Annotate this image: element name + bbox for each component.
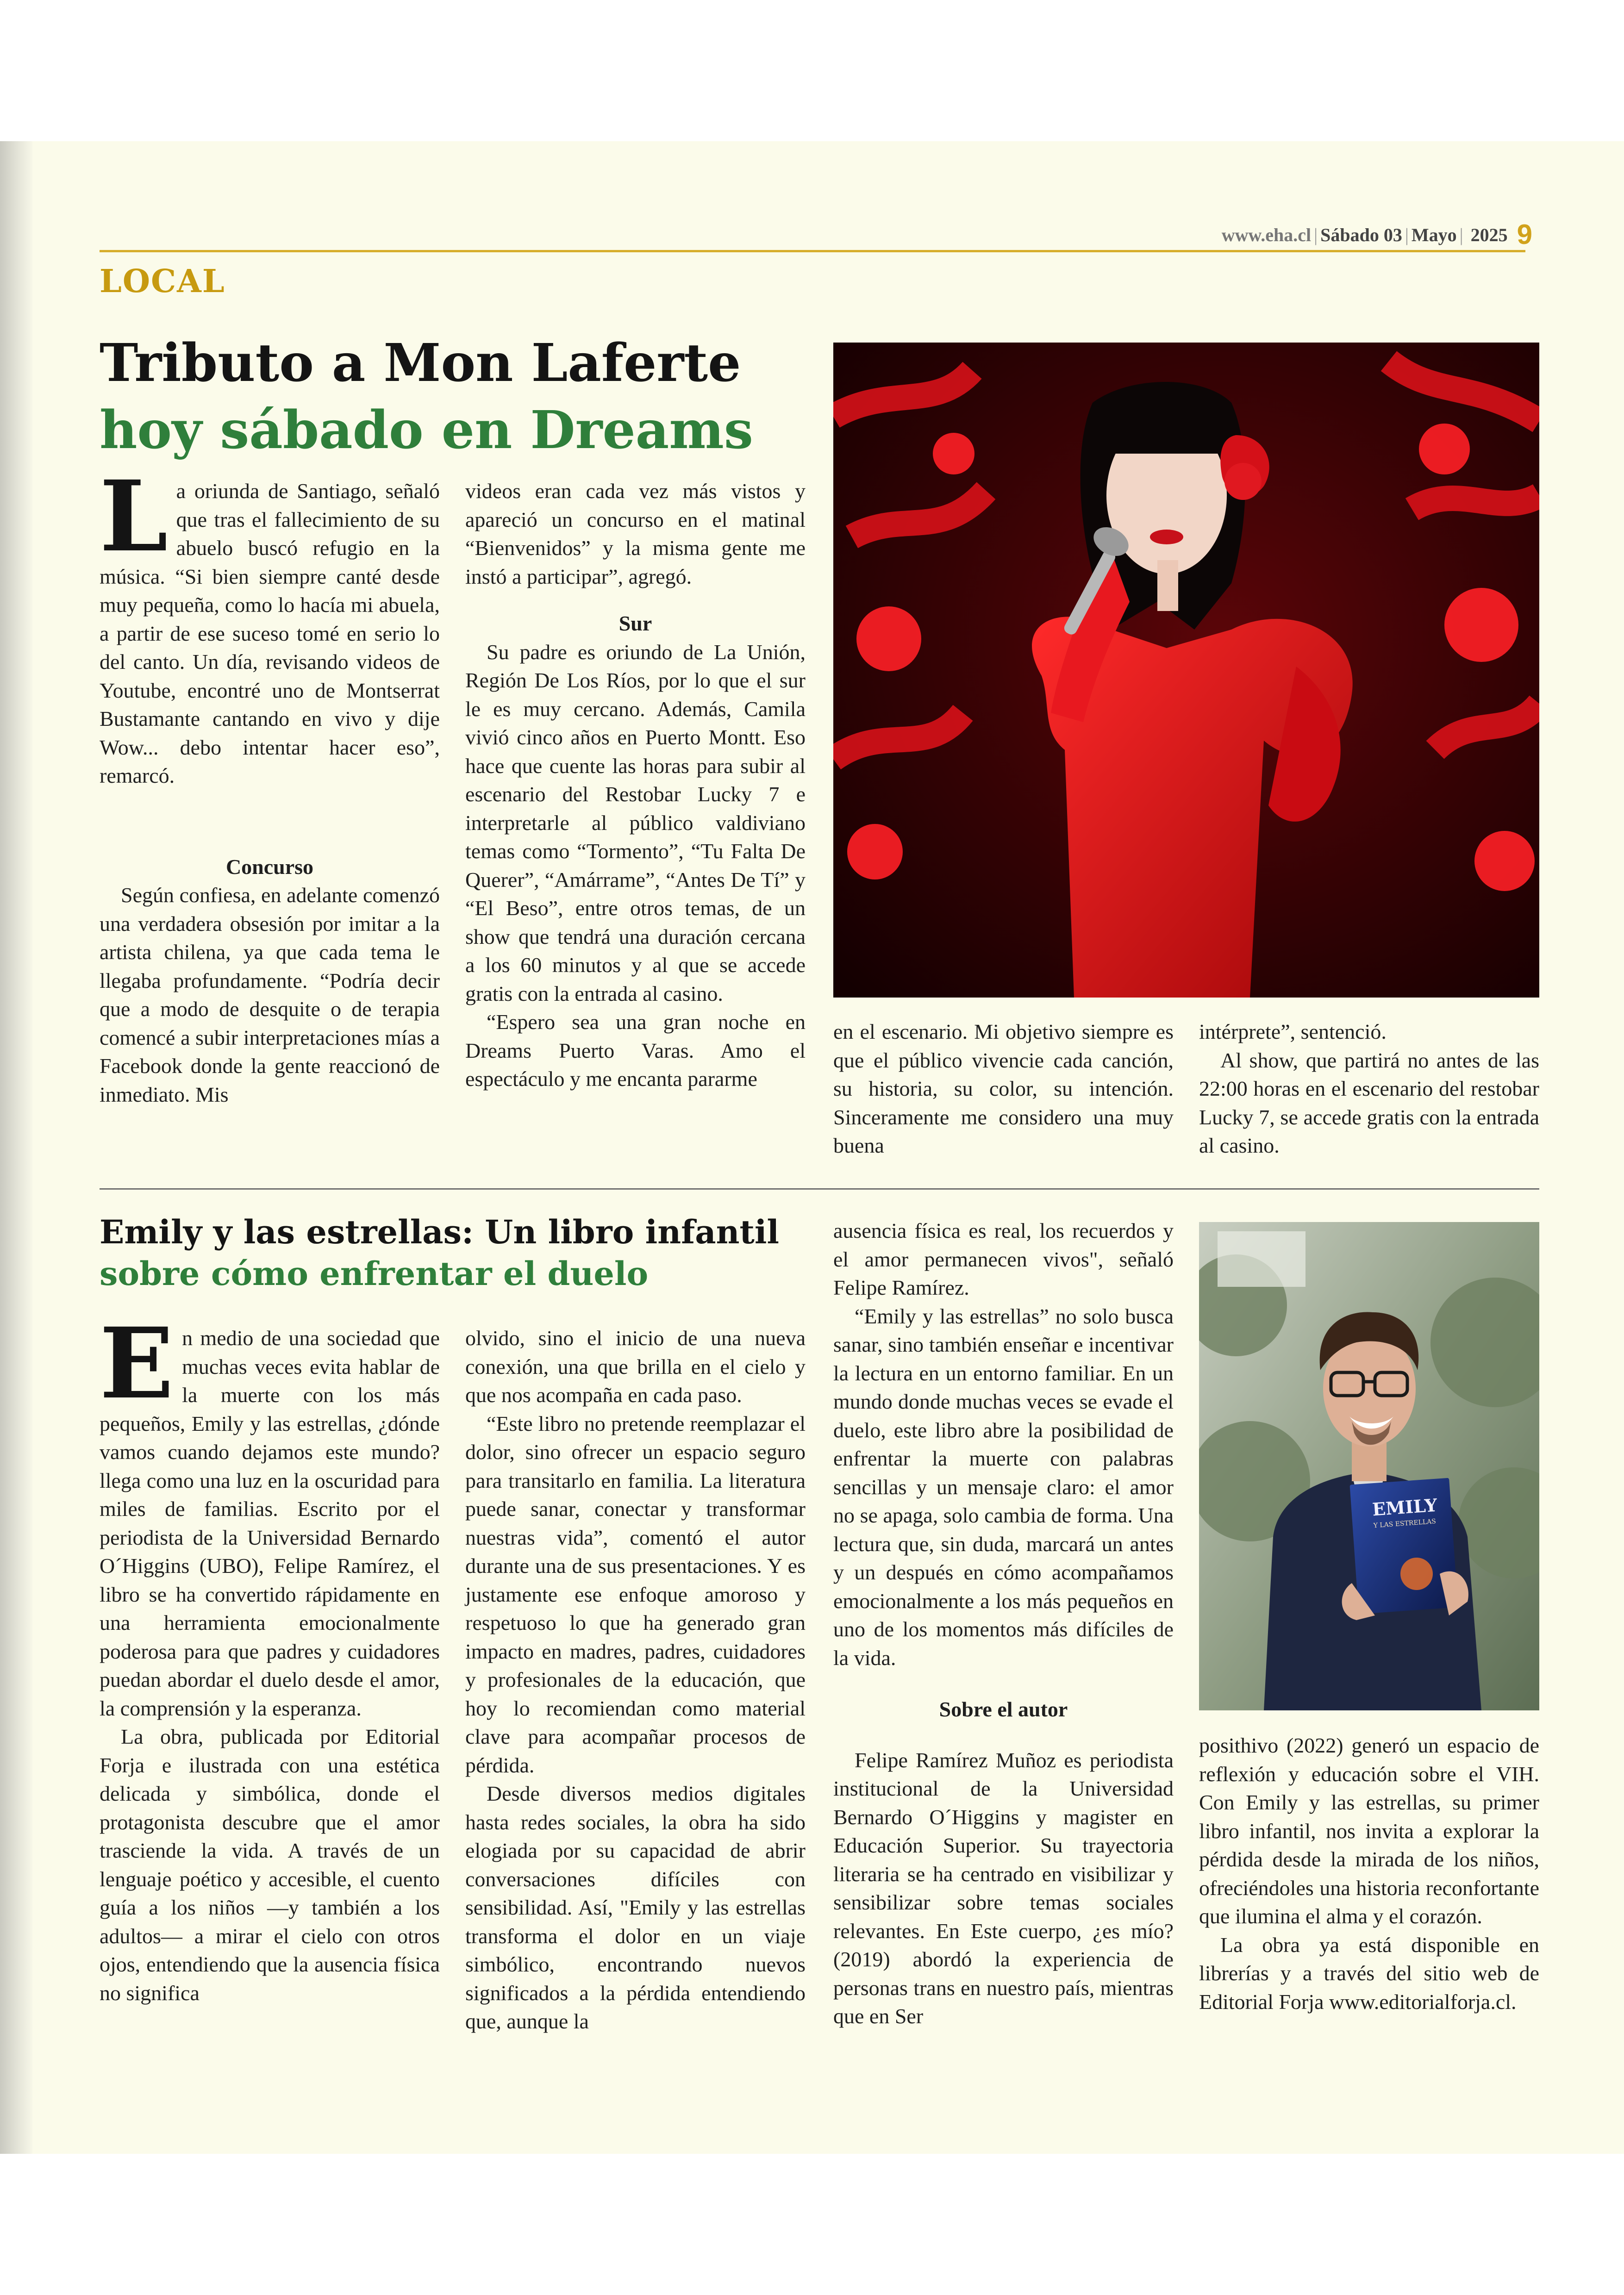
article1-paragraph: videos eran cada vez más vistos y apareció un concurso en el matinal “Bienvenidos” y la misma gente me instó a participar”, agregó. <box>465 479 806 588</box>
header-year: 2025 <box>1470 225 1508 245</box>
article2-paragraph: La obra, publicada por Editorial Forja e ilustrada con una estética delicada y simbólica, donde el protagonista descubre que el amor trasciende la vida. A través de un lenguaje poético y accesible, el cuento guía a los niños —y también a los adultos— a mirar el cielo con otros ojos, entendiendo que la ausencia física no significa <box>100 1725 440 2005</box>
article1-column-4 <box>1199 1017 1539 1160</box>
header-url: www.eha.cl <box>1221 225 1312 245</box>
article2-paragraph: olvido, sino el inicio de una nueva conexión, una que brilla en el cielo y que nos acompaña en cada paso. <box>465 1326 806 1407</box>
drop-cap: L <box>100 459 168 574</box>
article2-paragraph: posithivo (2022) generó un espacio de reflexión y educación sobre el VIH. Con Emily y las estrellas, su primer libro infantil, nos invita a explorar la pérdida desde la mirada de los niños, ofreciéndoles una historia reconfortante que ilumina el alma y el corazón. <box>1199 1734 1539 1928</box>
mon-laferte-tribute-photo <box>833 343 1539 998</box>
header-date-month: Mayo <box>1411 225 1457 245</box>
article1-paragraph: La oriunda de Santiago, señaló que tras el fallecimiento de su abuelo buscó refugio en la música. “Si bien siempre canté desde muy pequeña, como lo hacía mi abuela, a partir de ese suceso tomé en serio lo del canto. Un día, revisando videos de Youtube, encontré uno de Montserrat Bustamante cantando en vivo y dije Wow... debo intentar hacer eso”, remarcó. <box>100 459 440 787</box>
subheading-sobre-el-autor: Sobre el autor <box>939 1697 1068 1721</box>
subheading-sur: Sur <box>618 611 652 635</box>
subheading-concurso: Concurso <box>225 854 314 879</box>
article1-paragraph: en el escenario. Mi objetivo siempre es que el público vivencie cada canción, su historia, su color, su intención. Sinceramente me considero una muy buena <box>833 1020 1174 1157</box>
article2-subtitle: sobre cómo enfrentar el duelo <box>100 1254 649 1293</box>
article2-paragraph: “Emily y las estrellas” no solo busca sanar, sino también enseñar e incentivar la lectura en un entorno familiar. En un mundo donde muchas veces se evade el duelo, este libro abre la posibilidad de enfrentar la muerte con palabras sencillas y un mensaje claro: el amor no se apaga, solo cambia de forma. Una lectura que, sin duda, marcará un antes y un después en cómo acompañamos emocionalmente a los más pequeños en uno de los momentos más difíciles de la vida. <box>833 1304 1174 1670</box>
article2-paragraph: Desde diversos medios digitales hasta redes sociales, la obra ha sido elogiada por su capacidad de abrir conversaciones difíciles con sensibilidad. Así, "Emily y las estrellas transforma el dolor en un viaje simbólico, encontrando nuevos significados a la pérdida entendiendo que, aunque la <box>465 1782 806 2033</box>
header-date-day: Sábado 03 <box>1320 225 1402 245</box>
article2-title: Emily y las estrellas: Un libro infantil <box>100 1213 780 1251</box>
article1-column-1 <box>100 459 440 1109</box>
article1-paragraph: “Espero sea una gran noche en Dreams Puerto Varas. Amo el espectáculo y me encanta pararme <box>465 1010 806 1091</box>
page-number: 9 <box>1517 219 1532 250</box>
book-cover-subtitle: Y LAS ESTRELLAS <box>1373 1517 1437 1530</box>
article1-paragraph: Al show, que partirá no antes de las 22:00 horas en el escenario del restobar Lucky 7, se accede gratis con la entrada al casino. <box>1199 1048 1539 1157</box>
header-rule <box>100 250 1525 252</box>
article2-column-1 <box>100 1306 440 2007</box>
page-binding-shadow <box>0 141 32 2154</box>
article2-column-3 <box>833 1216 1174 2031</box>
section-label: LOCAL <box>100 263 225 300</box>
article1-subtitle: hoy sábado en Dreams <box>100 400 753 461</box>
article1-column-2 <box>465 477 806 1093</box>
article1-column-3 <box>833 1017 1174 1160</box>
article1-title: Tributo a Mon Laferte <box>100 333 741 393</box>
article2-paragraph: La obra ya está disponible en librerías y a través del sitio web de Editorial Forja www.editorialforja.cl. <box>1199 1933 1539 2014</box>
article1-paragraph: Su padre es oriundo de La Unión, Región De Los Ríos, por lo que el sur le es muy cercano. Además, Camila vivió cinco años en Puerto Montt. Eso hace que cuente las horas para subir al escenario del Restobar Lucky 7 e interpretarle al público valdiviano temas como “Tormento”, “Tu Falta De Querer”, “Amárrame”, “Antes De Tí” y “El Beso”, entre otros temas, de un show que tendrá una duración cercana a los 60 minutos y al que se accede gratis con la entrada al casino. <box>465 640 806 1005</box>
article-divider <box>100 1188 1539 1190</box>
article2-paragraph: En medio de una sociedad que muchas veces evita hablar de la muerte con los más pequeños, Emily y las estrellas, ¿dónde vamos cuando dejamos este mundo? llega como una luz en la oscuridad para miles de familias. Escrito por el periodista de la Universidad Bernardo O´Higgins (UBO), Felipe Ramírez, el libro se ha convertido rápidamente en una herramienta emocionalmente poderosa para que padres y cuidadores puedan abordar el duelo desde el amor, la comprensión y la esperanza. <box>100 1306 440 1720</box>
book-cover-title: EMILY <box>1371 1494 1438 1520</box>
article2-paragraph: “Este libro no pretende reemplazar el dolor, sino ofrecer un espacio seguro para transitarlo en familia. La literatura puede sanar, conectar y transformar nuestras vida”, comentó el autor durante una de sus presentaciones. Y es justamente ese enfoque amoroso y respetuoso lo que ha generado gran impacto en madres, padres, cuidadores y profesionales de la educación, que hoy lo recomiendan como material clave para acompañar procesos de pérdida. <box>465 1411 806 1777</box>
article2-column-2 <box>465 1324 806 2036</box>
article1-paragraph: intérprete”, sentenció. <box>1199 1020 1387 1043</box>
article2-paragraph: Felipe Ramírez Muñoz es periodista institucional de la Universidad Bernardo O´Higgins y magister en Educación Superior. Su trayectoria literaria se ha centrado en visibilizar y sensibilizar sobre temas sociales relevantes. En Este cuerpo, ¿es mío? (2019) abordó la experiencia de personas trans en nuestro país, mientras que en Ser <box>833 1748 1174 2028</box>
page-header: www.eha.cl | Sábado 03 | Mayo | 2025 9 <box>1221 219 1532 250</box>
drop-cap: E <box>100 1306 174 1421</box>
article2-paragraph: ausencia física es real, los recuerdos y el amor permanecen vivos", señaló Felipe Ramírez. <box>833 1219 1174 1299</box>
article1-paragraph: Según confiesa, en adelante comenzó una verdadera obsesión por imitar a la artista chilena, ya que cada tema le llegaba profundamente. “Podría decir que a modo de desquite o de terapia comencé a subir interpretaciones mías a Facebook donde la gente reaccionó de inmediato. Mis <box>100 883 440 1106</box>
article2-column-4 <box>1199 1731 1539 2016</box>
author-with-book-photo <box>1199 1222 1539 1710</box>
